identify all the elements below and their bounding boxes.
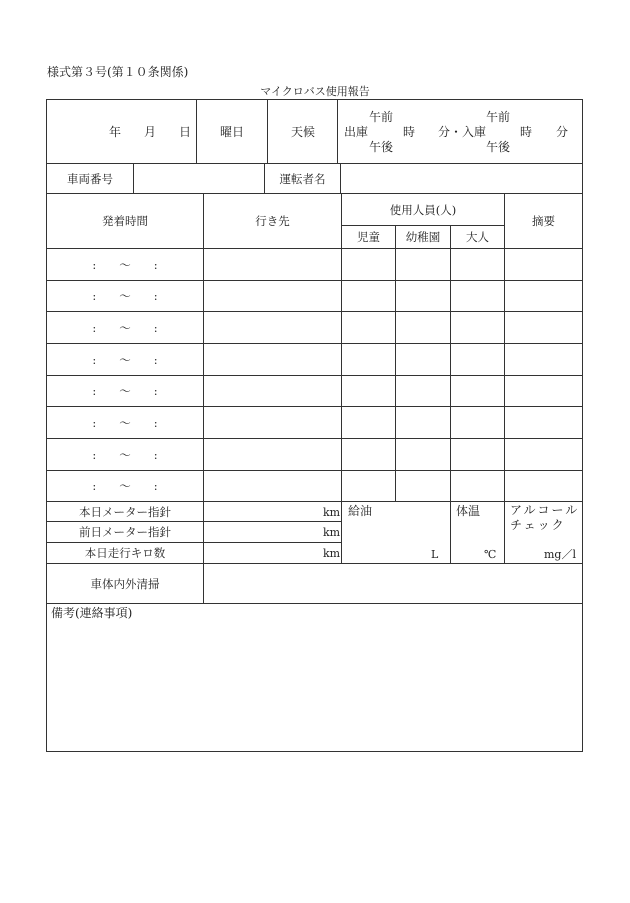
adult-header: 大人 <box>466 230 489 244</box>
remarks-header: 摘要 <box>532 214 555 228</box>
driver-name-field[interactable] <box>341 164 582 193</box>
entry-pm-label: 午後 <box>486 140 511 154</box>
alcohol-check-label-line1: アルコール <box>510 503 580 517</box>
rule-children-kinder <box>395 225 396 501</box>
rule-below-cleaning <box>46 603 583 604</box>
entry-hour-label: 時 <box>520 125 533 139</box>
alcohol-check-label-line2: チェック <box>510 518 566 532</box>
entry-minute-label: 分 <box>556 125 569 139</box>
children-header: 児童 <box>357 230 380 244</box>
fuel-label: 給油 <box>348 504 373 518</box>
departure-minute-entry-label: 分・入庫 <box>438 125 487 139</box>
day-label: 日 <box>179 125 192 139</box>
time-header: 発着時間 <box>102 214 148 228</box>
form-number: 様式第３号(第１０条関係) <box>47 65 189 79</box>
cleaning-field[interactable] <box>204 564 582 603</box>
report-title: マイクロバス使用報告 <box>260 85 370 98</box>
departure-label: 出庫 <box>344 125 369 139</box>
rule-time-destination <box>203 193 204 603</box>
rule-kinder-adult <box>450 225 451 563</box>
trip-time-cell[interactable]: : 〜 : <box>92 384 158 398</box>
rule-destination-passengers <box>341 193 342 563</box>
notes-field[interactable] <box>47 622 582 751</box>
kindergarten-header: 幼稚園 <box>405 230 441 244</box>
fuel-unit: L <box>431 548 439 561</box>
month-label: 月 <box>144 125 157 139</box>
today-meter-label: 本日メーター指針 <box>79 504 171 519</box>
destination-header: 行き先 <box>255 214 290 228</box>
year-label: 年 <box>109 125 122 139</box>
temperature-label: 体温 <box>456 504 481 518</box>
previous-meter-label: 前日メーター指針 <box>79 525 171 539</box>
rule-date-weekday <box>196 99 197 163</box>
vehicle-number-label: 車両番号 <box>67 171 113 186</box>
notes-label: 備考(連絡事項) <box>51 606 133 620</box>
weekday-label: 曜日 <box>220 125 245 139</box>
trip-time-cell[interactable]: : 〜 : <box>92 289 158 303</box>
trip-time-cell[interactable]: : 〜 : <box>92 447 158 462</box>
departure-pm-label: 午後 <box>369 140 394 154</box>
entry-am-label: 午前 <box>486 110 511 124</box>
trip-time-cell[interactable]: : 〜 : <box>92 320 158 335</box>
previous-meter-km-unit: km <box>323 526 341 539</box>
departure-hour-label: 時 <box>403 125 416 139</box>
passengers-header: 使用人員(人) <box>389 202 457 217</box>
today-meter-km-unit: km <box>323 506 341 519</box>
today-distance-km-unit: km <box>323 547 341 560</box>
today-distance-label: 本日走行キロ数 <box>84 546 166 560</box>
rule-weather-time <box>337 99 338 163</box>
vehicle-number-field[interactable] <box>134 164 264 193</box>
trip-time-cell[interactable]: : 〜 : <box>92 352 158 367</box>
alcohol-unit: mg／l <box>544 548 576 561</box>
rule-weekday-weather <box>267 99 268 163</box>
driver-name-label: 運転者名 <box>279 171 326 186</box>
trip-time-cell[interactable]: : 〜 : <box>92 479 158 493</box>
cleaning-label: 車体内外清掃 <box>90 576 160 591</box>
temperature-unit: ℃ <box>484 548 497 561</box>
trip-time-cell[interactable]: : 〜 : <box>92 415 158 430</box>
trip-time-cell[interactable]: : 〜 : <box>92 257 158 272</box>
form-border-bottom <box>46 751 583 752</box>
weather-label: 天候 <box>291 125 316 139</box>
rule-passengers-remarks <box>504 193 505 563</box>
departure-am-label: 午前 <box>369 110 394 124</box>
form-border-top <box>46 99 583 100</box>
form-border-right <box>582 99 583 752</box>
